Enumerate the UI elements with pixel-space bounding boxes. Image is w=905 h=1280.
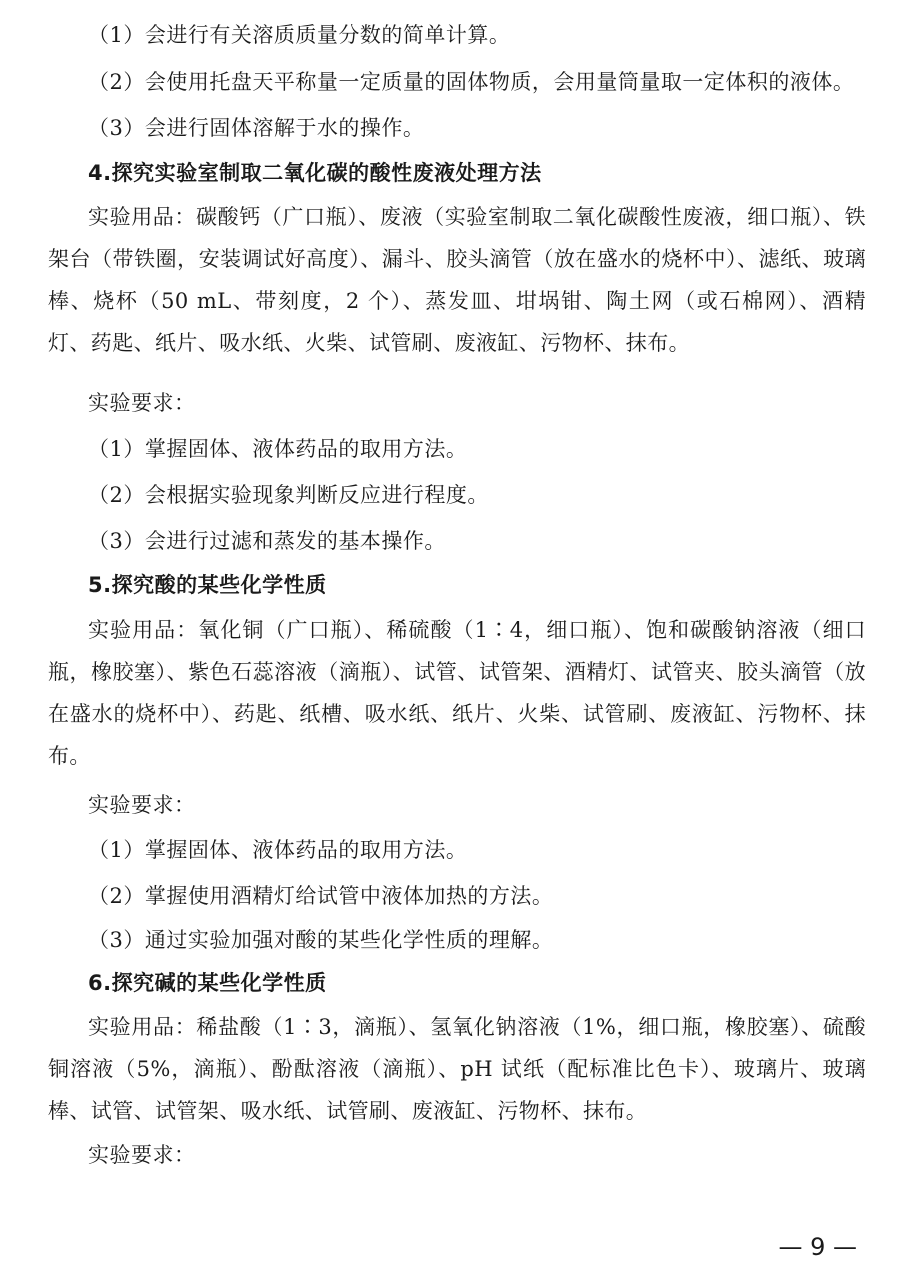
page-number: — 9 —	[778, 1233, 857, 1261]
list-item: （3）会进行固体溶解于水的操作。	[88, 116, 425, 140]
materials-paragraph: 实验用品：碳酸钙（广口瓶）、废液（实验室制取二氧化碳酸性废液，细口瓶）、铁架台（带铁圈，安装调试好高度）、漏斗、胶头滴管（放在盛水的烧杯中）、滤纸、玻璃棒、烧杯（50 mL、带刻度，2 个）、蒸发皿、坩埚钳、陶土网（或石棉网）、酒精灯、药匙、纸片、吸水纸、火柴、试管刷、废液缸、污物杯、抹布。	[48, 205, 866, 355]
requirements-label: 实验要求：	[88, 1143, 196, 1167]
list-item: （2）掌握使用酒精灯给试管中液体加热的方法。	[88, 884, 554, 908]
materials-paragraph: 实验用品：稀盐酸（1∶3，滴瓶）、氢氧化钠溶液（1%，细口瓶，橡胶塞）、硫酸铜溶液（5%，滴瓶）、酚酞溶液（滴瓶）、pH 试纸（配标准比色卡）、玻璃片、玻璃棒、试管、试管架、吸水纸、试管刷、废液缸、污物杯、抹布。	[48, 1015, 866, 1123]
materials-paragraph: 实验用品：氧化铜（广口瓶）、稀硫酸（1∶4，细口瓶）、饱和碳酸钠溶液（细口瓶，橡胶塞）、紫色石蕊溶液（滴瓶）、试管、试管架、酒精灯、试管夹、胶头滴管（放在盛水的烧杯中）、药匙、纸槽、吸水纸、纸片、火柴、试管刷、废液缸、污物杯、抹布。	[48, 618, 866, 768]
section-heading: 4.探究实验室制取二氧化碳的酸性废液处理方法	[88, 161, 542, 185]
list-item: （2）会根据实验现象判断反应进行程度。	[88, 483, 489, 507]
requirements-label: 实验要求：	[88, 793, 196, 817]
list-item: （1）会进行有关溶质质量分数的简单计算。	[88, 23, 511, 47]
requirements-label: 实验要求：	[88, 391, 196, 415]
list-item: （1）掌握固体、液体药品的取用方法。	[88, 437, 468, 461]
section-heading: 5.探究酸的某些化学性质	[88, 573, 327, 597]
list-item: （2）会使用托盘天平称量一定质量的固体物质，会用量筒量取一定体积的液体。	[88, 70, 855, 94]
section-heading: 6.探究碱的某些化学性质	[88, 971, 327, 995]
list-item: （1）掌握固体、液体药品的取用方法。	[88, 838, 468, 862]
list-item: （3）会进行过滤和蒸发的基本操作。	[88, 529, 446, 553]
list-item: （3）通过实验加强对酸的某些化学性质的理解。	[88, 928, 554, 952]
